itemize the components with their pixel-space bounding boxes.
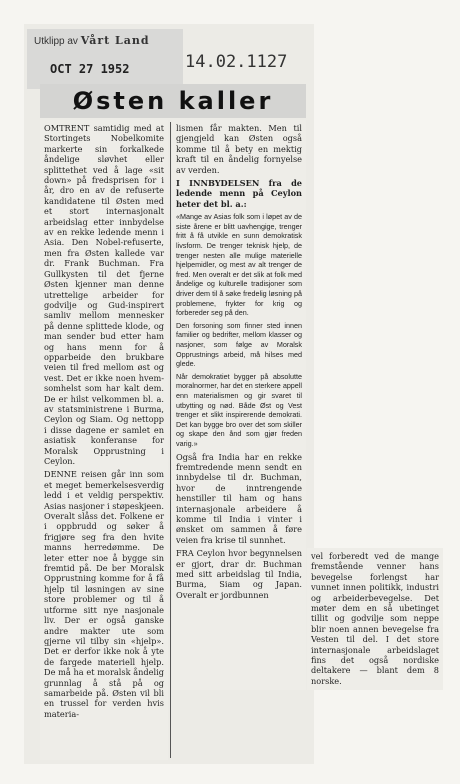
column-3 xyxy=(307,548,443,690)
col2-paragraph-2: I INNBYDELSEN fra de ledende menn på Ceylon heter det bl. a.: xyxy=(176,178,302,209)
col3-paragraph-1: vel forberedt ved de mange fremstående venner hans bevegelse forlengst har vunnet innen politikk, industri og arbeiderbevegelse. Det møter dem en så ubetinget tillit og godvilje som neppe blir noen annen bevegelse fra Vesten til del. I det store internasjonale arbeidslaget fins det også nordiske deltakere — blant dem 8 norske. xyxy=(311,551,439,686)
col2-paragraph-4: FRA Ceylon hvor begynnelsen er gjort, drar dr. Buchman med sitt arbeidslag til India, Burma, Siam og Japan. Overalt er jordbunnen xyxy=(176,548,302,600)
col2-quote-3: Når demokratiet bygger på absolutte moralnormer, har det en sterkere appell enn materialismen og gir svaret til utbytting og nød. Både Øst og Vest trenger et slikt inspirerende demokrati. Det kan bygge bro over det som skiller og skape den ånd som gjør freden varig.» xyxy=(176,371,302,448)
col1-paragraph-2: DENNE reisen går inn som et meget bemerkelsesverdig ledd i et veldig perspektiv. Asias nasjoner i støpeskjeen. Overalt slåss det. Folkene er i oppbrudd og søker å frigjøre seg fra den hvite manns herredømme. De leter etter noe å bygge sin fremtid på. De ber Moralsk Opprustning komme for å få hjelp til løsningen av sine store problemer og til å utforme sitt nye nasjonale liv. Der er også ganske andre makter ute som gjerne vil tilby sin «hjelp». Det er derfor ikke nok å yte de fargede materiell hjelp. De må ha et moralsk åndelig grunnlag å stå på og samarbeide på. Østen vil bli en trussel for verden hvis materia- xyxy=(44,469,164,719)
column-2 xyxy=(172,120,306,690)
col2-quote-1: «Mange av Asias folk som i løpet av de siste årene er blitt uavhengige, trenger fritt å få utvikle en sunn demokratisk livsform. De trenger teknisk hjelp, de trenger nesten alle mulige materielle hjelpemidler, og mest av alt trenger de fred. Men overalt er det slik at folk med åndelige og kulturelle tradisjoner som driver dem til å søke fredelig løsning på problemene, frykter for krig og forbereder seg på den. xyxy=(176,212,302,318)
source-prefix: Utklipp av xyxy=(34,36,78,47)
col2-paragraph-3: Også fra India har en rekke fremtredende menn sendt en innbydelse til dr. Buchman, hvor de inntrengende henstiller til ham og hans internasjonale arbeidere å komme til India i vinter i ønsket om sammen å føre veien fra krise til sunnhet. xyxy=(176,451,302,545)
handwritten-note: 14.02.1127 xyxy=(185,52,288,72)
source-line xyxy=(34,34,150,47)
col2-paragraph-1: lismen får makten. Men til gjengjeld kan Østen også komme til å bety en mektig kraft til en åndelig fornyelse av verden. xyxy=(176,123,302,175)
column-1 xyxy=(40,120,168,760)
col1-paragraph-1: OMTRENT samtidig med at Stortingets Nobelkomite markerte sin forkalkede åndelige sløvhet eller splittethet ved å lage «sit down» på fredsprisen for i år, dro en av de refuserte kandidatene til Østen med et stort internasjonalt arbeidslag etter innbydelse av en rekke ledende menn i Asia. Den Nobel-refuserte, men fra Østen kallede var dr. Frank Buchman. Fra Gullkysten til det fjerne Østen kjenner man denne utrettelige arbeider for godvilje og Gud-inspirert samliv mellom mennesker på denne splittede klode, og man sender bud etter ham og hans menn for å opparbeide den brukbare veien til fred mellom øst og vest. Det er ikke noen hvem-somhelst som har kalt dem. De er hilst velkommen bl. a. av statsministrene i Burma, Ceylon og Siam. Og nettopp i disse dagene er samlet en asiatisk konferanse for Moralsk Opprustning i Ceylon. xyxy=(44,123,164,466)
stamp-date: OCT 27 1952 xyxy=(50,62,130,76)
column-divider xyxy=(170,122,171,758)
source-paper: Vårt Land xyxy=(80,34,150,47)
headline: Østen kaller xyxy=(72,87,274,115)
col2-quote-2: Den forsoning som finner sted innen familier og bedrifter, mellom klasser og nasjoner, som følge av Moralsk Opprustnings arbeid, må hilses med glede. xyxy=(176,320,302,369)
